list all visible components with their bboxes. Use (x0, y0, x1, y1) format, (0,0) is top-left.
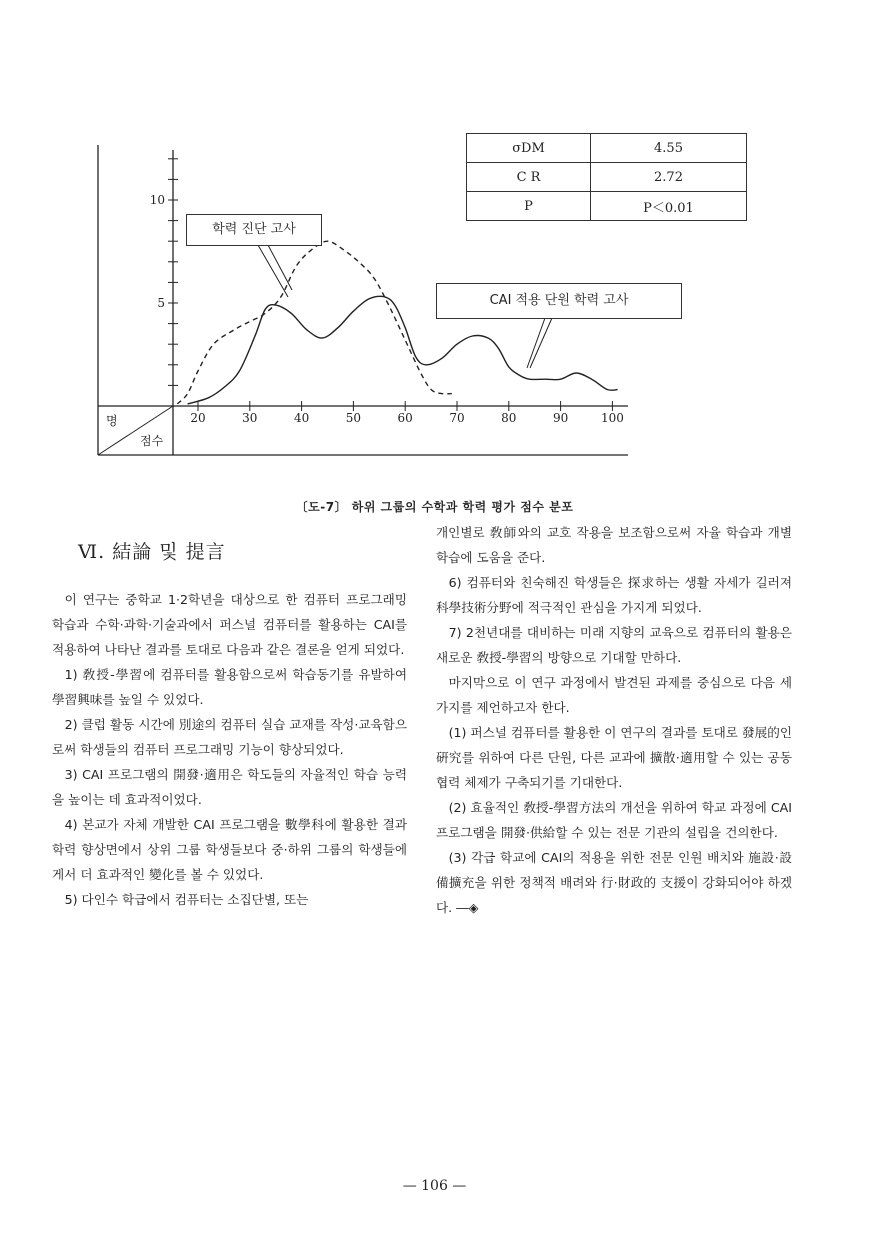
paragraph: 7) 2천년대를 대비하는 미래 지향의 교육으로 컴퓨터의 활용은 새로운 敎授-學習의 방향으로 기대할 만하다. (436, 625, 792, 665)
y-axis-ticks (150, 159, 178, 386)
stats-label: C R (467, 163, 591, 192)
stats-row-cr (467, 163, 747, 192)
x-tick-label: 80 (501, 411, 517, 425)
stats-row-p (467, 192, 747, 221)
paragraph: 마지막으로 이 연구 과정에서 발견된 과제를 중심으로 다음 세 가지를 제언하고자 한다. (436, 675, 792, 715)
paragraph: 3) CAI 프로그램의 開發·適用은 학도들의 자율적인 학습 능력을 높이는 데 효과적이었다. (52, 767, 407, 807)
paragraph: 2) 클럽 활동 시간에 別途의 컴퓨터 실습 교재를 작성·교육함으로써 학생들의 컴퓨터 프로그래밍 기능이 향상되었다. (52, 717, 407, 757)
x-tick-label: 30 (242, 411, 258, 425)
x-axis-ticks (190, 401, 623, 425)
callout-dashed-pointer (258, 245, 288, 297)
callout-solid-pointer-2 (530, 318, 552, 368)
callout-cai-unit-test: CAI 적용 단원 학력 고사 (436, 283, 682, 319)
paragraph: 이 연구는 중학교 1·2학년을 대상으로 한 컴퓨터 프로그래밍 학습과 수학·과학·기술과에서 퍼스널 컴퓨터를 활용하는 CAI를 적용하여 나타난 결과를 토대로 다음과 같은 결론을 얻게 되었다. (52, 592, 407, 657)
right-column (436, 520, 792, 920)
paragraph: (1) 퍼스널 컴퓨터를 활용한 이 연구의 결과를 토대로 發展的인 硏究를 위하여 다른 단원, 다른 교과에 擴散·適用할 수 있는 공동 협력 체제가 구축되기를 기대한다. (436, 725, 792, 790)
page-number: — 106 — (402, 1178, 467, 1194)
paragraph: 1) 敎授-學習에 컴퓨터를 활용함으로써 학습동기를 유발하여 學習興味를 높일 수 있었다. (52, 667, 407, 707)
stats-table (466, 133, 747, 221)
callout-solid-pointer (527, 318, 545, 368)
callout-diagnostic-test: 학력 진단 고사 (186, 214, 322, 246)
paragraph: 5) 다인수 학급에서 컴퓨터는 소집단별, 또는 (64, 892, 309, 907)
corner-label-score: 점수 (140, 434, 164, 448)
paragraph: 6) 컴퓨터와 친숙해진 학생들은 探求하는 생활 자세가 길러져 科學技術分野에 적극적인 관심을 가지게 되었다. (436, 575, 792, 615)
left-column (52, 520, 407, 912)
paragraph: (3) 각급 학교에 CAI의 적용을 위한 전문 인원 배치와 施設·設備擴充을 위한 정책적 배려와 行·財政的 支援이 강화되어야 하겠다. ―◈ (436, 850, 792, 915)
x-tick-label: 20 (190, 411, 206, 425)
y-tick-label: 10 (149, 193, 165, 207)
x-tick-label: 60 (397, 411, 413, 425)
series-lines (177, 241, 617, 404)
paragraph: (2) 효율적인 敎授-學習方法의 개선을 위하여 학교 과정에 CAI 프로그램을 開發·供給할 수 있는 전문 기관의 설립을 건의한다. (436, 800, 792, 840)
figure-caption: 〔도-7〕 하위 그룹의 수학과 학력 평가 점수 분포 (295, 500, 574, 514)
score-distribution-chart (0, 0, 869, 470)
x-tick-label: 100 (600, 411, 624, 425)
x-tick-label: 90 (552, 411, 569, 425)
x-tick-label: 70 (449, 411, 465, 425)
stats-label: P (467, 192, 591, 221)
y-tick-label: 5 (157, 296, 165, 310)
series-line-diagnostic-test (177, 241, 452, 404)
x-tick-label: 50 (345, 411, 362, 425)
stats-value: 2.72 (591, 163, 747, 192)
stats-row-sigma (467, 134, 747, 163)
x-tick-label: 40 (293, 411, 310, 425)
stats-value: P＜0.01 (591, 192, 747, 221)
stats-label: σDM (467, 134, 591, 163)
paragraph: 개인별로 敎師와의 교호 작용을 보조함으로써 자율 학습과 개별 학습에 도움을 준다. (436, 525, 792, 565)
corner-label-count: 명 (106, 414, 118, 428)
stats-value: 4.55 (591, 134, 747, 163)
section-title: Ⅵ. 結論 및 提言 (78, 541, 226, 563)
paragraph: 4) 본교가 자체 개발한 CAI 프로그램을 數學科에 활용한 결과 학력 향상면에서 상위 그룹 학생들보다 중·하위 그룹의 학생들에게서 더 효과적인 變化를 볼 수 있었다. (52, 817, 407, 882)
